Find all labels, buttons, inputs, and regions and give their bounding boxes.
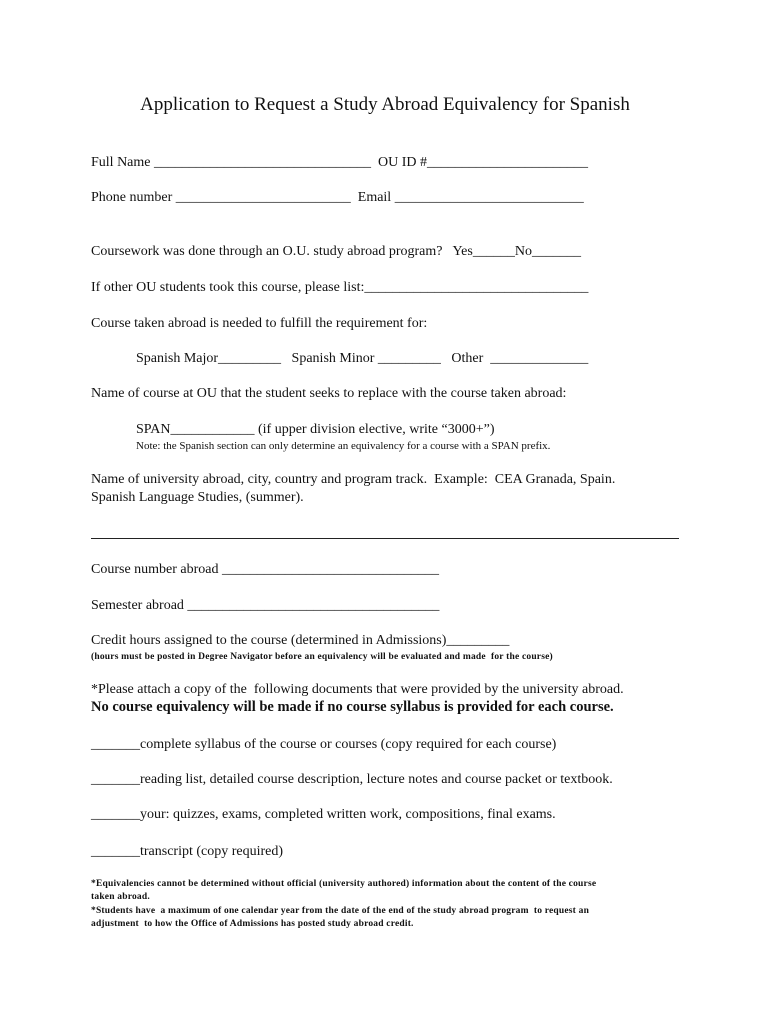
transcript-checkline[interactable]: _______transcript (copy required)	[91, 844, 284, 859]
full-name-line[interactable]: Full Name _______________________________ OU ID #_______________________	[91, 155, 588, 170]
footnote-deadline-cont: adjustment to how the Office of Admissions has posted study abroad credit.	[91, 919, 414, 929]
course-name-question: Name of course at OU that the student seeks to replace with the course taken abroad:	[91, 386, 567, 401]
attach-instructions: *Please attach a copy of the following documents that were provided by the university abroad.	[91, 682, 624, 697]
credit-hours-note: (hours must be posted in Degree Navigator before an equivalency will be evaluated and made for the course)	[91, 652, 553, 662]
span-note: Note: the Spanish section can only determine an equivalency for a course with a SPAN prefix.	[136, 440, 551, 452]
university-answer-line[interactable]	[91, 538, 679, 539]
phone-email-line[interactable]: Phone number _________________________ Email ___________________________	[91, 190, 584, 205]
university-question: Name of university abroad, city, country and program track. Example: CEA Granada, Spain.	[91, 472, 616, 487]
other-students-line[interactable]: If other OU students took this course, please list:________________________________	[91, 280, 589, 295]
no-equivalency-warning: No course equivalency will be made if no course syllabus is provided for each course.	[91, 699, 614, 715]
university-example: Spanish Language Studies, (summer).	[91, 490, 304, 505]
course-number-line[interactable]: Course number abroad _______________________________	[91, 562, 440, 577]
footnote-equivalencies: *Equivalencies cannot be determined without official (university authored) information about the content of the course	[91, 879, 597, 889]
credit-hours-line[interactable]: Credit hours assigned to the course (determined in Admissions)_________	[91, 633, 510, 648]
footnote-deadline: *Students have a maximum of one calendar year from the date of the end of the study abroad program to request an	[91, 906, 590, 916]
requirement-options[interactable]: Spanish Major_________ Spanish Minor _________ Other ______________	[136, 351, 589, 366]
semester-line[interactable]: Semester abroad ____________________________________	[91, 598, 440, 613]
syllabus-checkline[interactable]: _______complete syllabus of the course or courses (copy required for each course)	[91, 737, 557, 752]
footnote-equivalencies-cont: taken abroad.	[91, 892, 150, 902]
requirement-question: Course taken abroad is needed to fulfill the requirement for:	[91, 316, 428, 331]
quizzes-checkline[interactable]: _______your: quizzes, exams, completed written work, compositions, final exams.	[91, 807, 556, 822]
span-line[interactable]: SPAN____________ (if upper division elective, write “3000+”)	[136, 422, 495, 437]
coursework-question[interactable]: Coursework was done through an O.U. study abroad program? Yes______No_______	[91, 244, 581, 259]
form-title: Application to Request a Study Abroad Equivalency for Spanish	[140, 94, 630, 115]
reading-list-checkline[interactable]: _______reading list, detailed course description, lecture notes and course packet or textbook.	[91, 772, 613, 787]
